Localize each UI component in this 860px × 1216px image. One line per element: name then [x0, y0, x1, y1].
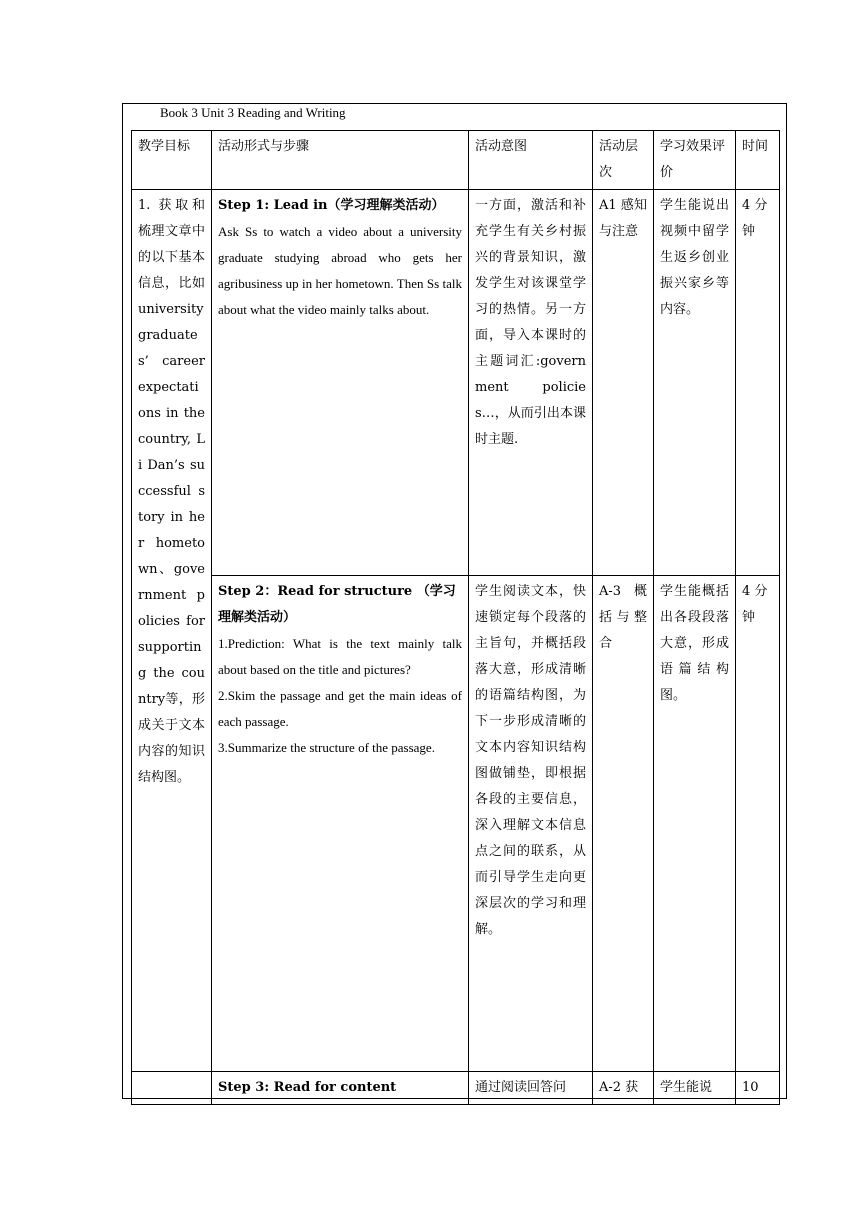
header-goal: 教学目标 [132, 131, 212, 190]
step1-evaluation-cell: 学生能说出视频中留学生返乡创业振兴家乡等内容。 [654, 190, 736, 576]
step3-goal-cell [132, 1072, 212, 1105]
table-row-step2 [132, 576, 780, 1072]
step2-evaluation-cell: 学生能概括出各段段落大意，形成语篇结构图。 [654, 576, 736, 1072]
table-row-step3 [132, 1072, 780, 1105]
step1-intent-cell: 一方面，激活和补充学生有关乡村振兴的背景知识，激发学生对该课堂学习的热情。另一方面，导入本课时的主题词汇:government policies…，从而引出本课时主题. [469, 190, 593, 576]
step2-title: Step 2：Read for structure （学习理解类活动） [218, 584, 456, 625]
step3-evaluation-cell: 学生能说 [654, 1072, 736, 1105]
header-time: 时间 [736, 131, 780, 190]
step1-level-cell: A1 感知与注意 [593, 190, 654, 576]
step3-intent-cell: 通过阅读回答问 [469, 1072, 593, 1105]
lesson-plan-table [131, 130, 780, 1105]
step3-title: Step 3: Read for content [218, 1080, 397, 1095]
header-intent: 活动意图 [469, 131, 593, 190]
teaching-goal-cell: 1. 获取和梳理文章中的以下基本信息，比如university graduates’ career expectations in the country, Li Dan’s successful story in her hometown、government policies for supporting the country等，形成关于文本内容的知识结构图。 [132, 190, 212, 1072]
step1-time-cell: 4 分钟 [736, 190, 780, 576]
step2-activity-cell [212, 576, 469, 1072]
step2-time-cell: 4 分钟 [736, 576, 780, 1072]
step1-title: Step 1: Lead in（学习理解类活动） [218, 198, 445, 213]
header-level: 活动层次 [593, 131, 654, 190]
header-evaluation: 学习效果评价 [654, 131, 736, 190]
step2-line-2: 2.Skim the passage and get the main ideas of each passage. [218, 688, 462, 729]
step2-intent-cell: 学生阅读文本，快速锁定每个段落的主旨句，并概括段落大意，形成清晰的语篇结构图，为下一步形成清晰的文本内容知识结构图做铺垫，即根据各段的主要信息，深入理解文本信息点之间的联系，从而引导学生走向更深层次的学习和理解。 [469, 576, 593, 1072]
step2-line-1: 1.Prediction: What is the text mainly talk about based on the title and pictures? [218, 636, 462, 677]
step1-activity-cell [212, 190, 469, 576]
step1-line: Ask Ss to watch a video about a university graduate studying abroad who gets her agribusiness up in her hometown. Then Ss talk about what the video mainly talks about. [218, 224, 462, 317]
header-activity: 活动形式与步骤 [212, 131, 469, 190]
step3-level-cell: A-2 获 [593, 1072, 654, 1105]
document-title: Book 3 Unit 3 Reading and Writing [160, 105, 346, 120]
step3-time-cell: 10 [736, 1072, 780, 1105]
table-row-step1 [132, 190, 780, 576]
step3-activity-cell [212, 1072, 469, 1105]
table-header-row [132, 131, 780, 190]
step2-level-cell: A-3 概括与整合 [593, 576, 654, 1072]
step2-line-3: 3.Summarize the structure of the passage. [218, 740, 435, 755]
